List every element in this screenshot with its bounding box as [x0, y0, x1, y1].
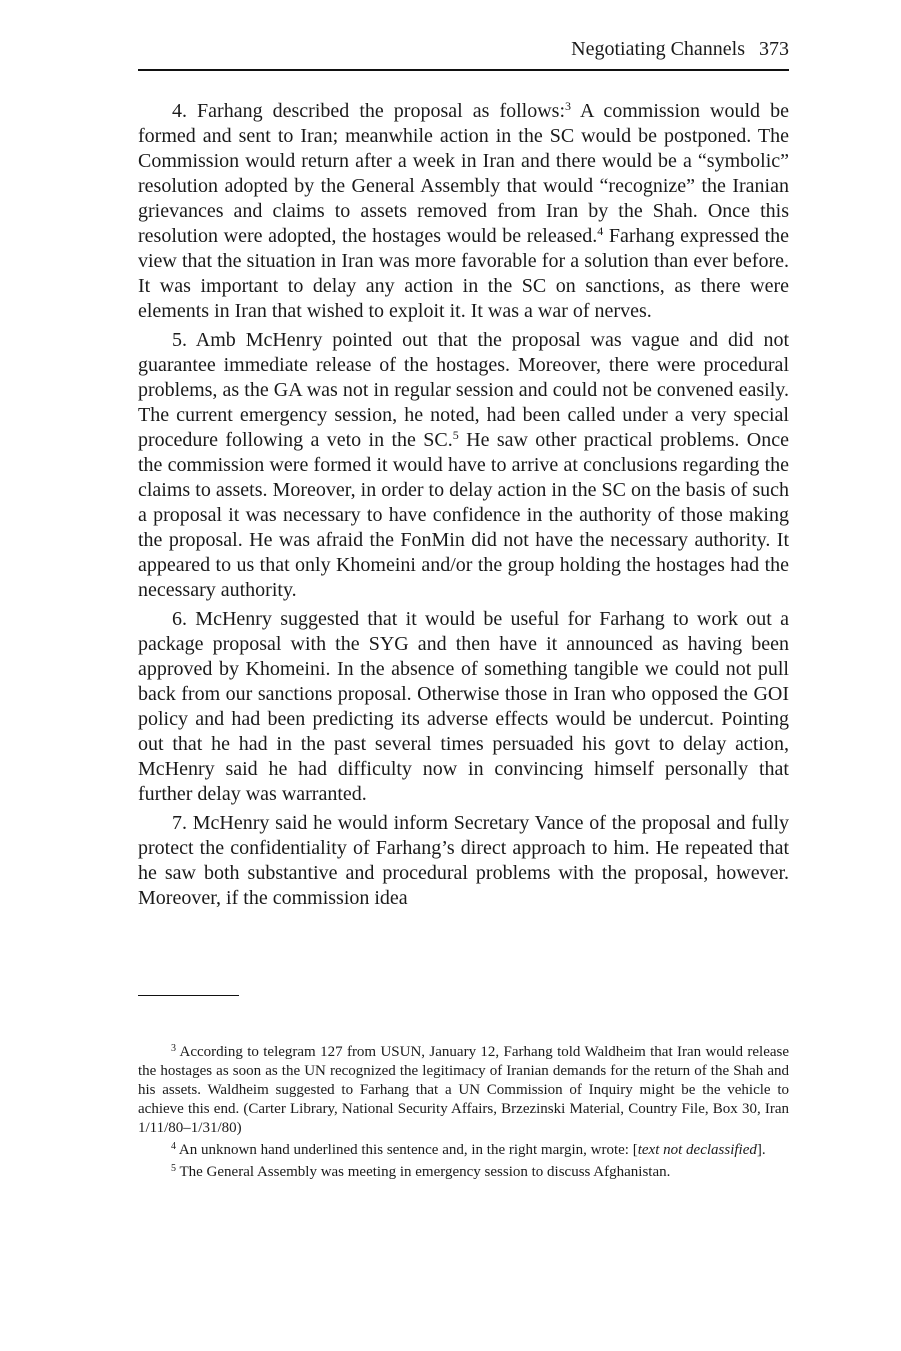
body-text [138, 99, 789, 915]
paragraph-7: 7. McHenry said he would inform Secretary Vance of the proposal and fully protect the confidentiality of Farhang’s direct approach to him. He repeated that he saw both substantive and procedural problems with the proposal, however. Moreover, if the commission idea [138, 812, 789, 909]
footnote-ref-3: 3 [565, 99, 571, 113]
paragraph-5: 5. Amb McHenry pointed out that the proposal was vague and did not guarantee immediate release of the hostages. Moreover, there were procedural problems, as the GA was not in regular session and could not be convened easily. The current emergency session, he noted, had been called under a very special procedure following a veto in the SC.$^5$ He saw other practical problems. Once the commission were formed it would have to arrive at conclusions regarding the claims to assets. Moreover, in order to delay action in the SC on the basis of such a proposal it was necessary to have confidence in the authority of those making the proposal. He was afraid the FonMin did not have the necessary authority. It appeared to us that only Khomeini and/or the group holding the hostages had the necessary authority. [138, 329, 789, 601]
page-number: 373 [759, 38, 789, 60]
running-head [138, 34, 789, 64]
footnote-ref-4: 4 [597, 224, 604, 238]
paragraph-4: 4. Farhang described the proposal as follows:$^3$ A commission would be formed and sent to Iran; meanwhile action in the SC would be postponed. The Commission would return after a week in Iran and there would be a “symbolic” resolution adopted by the General Assembly that would “recognize” the Iranian grievances and claims to assets removed from Iran by the Shah. Once this resolution were adopted, the hostages would be released.$^4$ Farhang expressed the view that the situation in Iran was more favorable for a solution than ever before. It was important to delay any action in the SC on sanctions, as there were elements in Iran that wished to exploit it. It was a war of nerves. [138, 99, 790, 322]
footnotes [138, 1043, 789, 1185]
footnote-rule [138, 995, 239, 996]
footnote-5: $^5$ The General Assembly was meeting in emergency session to discuss Afghanistan. [171, 1163, 671, 1180]
header-rule [138, 69, 789, 71]
chapter-title: Negotiating Channels [571, 38, 745, 60]
paragraph-6: 6. McHenry suggested that it would be useful for Farhang to work out a package proposal with the SYG and then have it announced as having been approved by Khomeini. In the absence of something tangible we could not pull back from our sanctions proposal. Otherwise those in Iran who opposed the GOI policy and had been predicting its adverse effects would be undercut. Pointing out that he had in the past several times persuaded his govt to delay action, McHenry said he had difficulty now in convincing himself personally that further delay was warranted. [138, 608, 789, 805]
footnote-ref-5: 5 [452, 428, 459, 442]
footnote-4: $^4$ An unknown hand underlined this sentence and, in the right margin, wrote: [text not declassified]. [171, 1141, 766, 1158]
footnote-3: $^3$ According to telegram 127 from USUN, January 12, Farhang told Waldheim that Iran would release the hostages as soon as the UN recognized the legitimacy of Iranian demands for the return of the Shah and his assets. Waldheim suggested to Farhang that a UN Commission of Inquiry might be the vehicle to achieve this end. (Carter Library, National Security Affairs, Brzezinski Material, Country File, Box 30, Iran 1/11/80–1/31/80) [138, 1043, 789, 1136]
